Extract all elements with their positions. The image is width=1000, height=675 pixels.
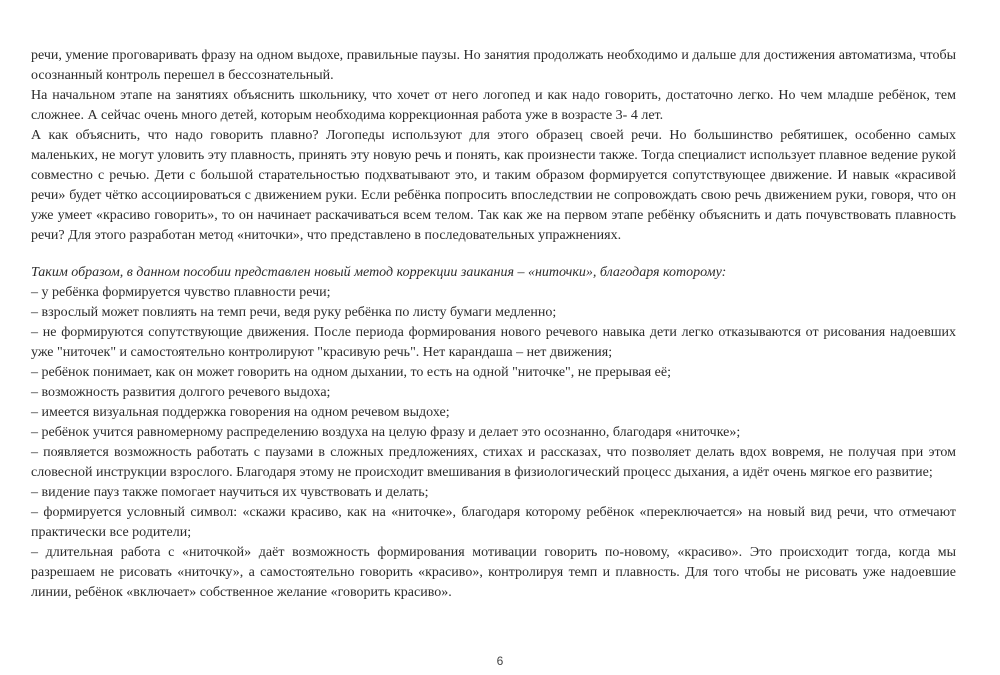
document-page [31,46,956,603]
list-item-2: – взрослый может повлиять на темп речи, ведя руку ребёнка по листу бумаги медленно; [31,305,557,320]
list-item-9: – видение пауз также помогает научиться их чувствовать и делать; [31,485,429,500]
list-item-3: – не формируются сопутствующие движения. После периода формирования нового речевого навыка дети легко отказываются от рисования надоевших уже "ниточек" и самостоятельно контролируют "красивую речь". Нет карандаша – нет движения; [31,325,956,360]
list-item-5: – возможность развития долгого речевого выдоха; [31,385,331,400]
page-number: 6 [496,654,504,668]
list-item-6: – имеется визуальная поддержка говорения на одном речевом выдохе; [31,405,450,420]
list-item-7: – ребёнок учится равномерному распределению воздуха на целую фразу и делает это осознанно, благодаря «ниточке»; [31,425,741,440]
paragraph-3: А как объяснить, что надо говорить плавно? Логопеды используют для этого образец своей речи. Но большинство ребятишек, особенно самых маленьких, не могут уловить эту плавность, принять эту новую речь и понять, как произнести также. Тогда специалист использует плавное ведение рукой совместно с речью. Дети с большой старательностью подхватывают это, и таким образом формируется сопутствующее движение. И навык «красивой речи» будет чётко ассоциироваться с движением руки. Если ребёнка попросить впоследствии не сопровождать свою речь движением руки, говоря, что он уже умеет «красиво говорить», то он начинает раскачиваться всем телом. Так как же на первом этапе ребёнку объяснить и дать почувствовать плавность речи? Для этого разработан метод «ниточки», что представлено в последовательных упражнениях. [31,128,956,243]
list-item-11: – длительная работа с «ниточкой» даёт возможность формирования мотивации говорить по-новому, «красиво». Это происходит тогда, когда мы разрешаем не рисовать «ниточку», а самостоятельно говорить «красиво», контролируя темп и плавность. Для того чтобы не рисовать уже надоевшие линии, ребёнок «включает» собственное желание «говорить красиво». [31,545,956,600]
list-item-10: – формируется условный символ: «скажи красиво, как на «ниточке», благодаря которому ребёнок «переключается» на новый вид речи, что отмечают практически все родители; [31,505,956,540]
paragraph-2: На начальном этапе на занятиях объяснить школьнику, что хочет от него логопед и как надо говорить, достаточно легко. Но чем младше ребёнок, тем сложнее. А сейчас очень много детей, которым необходима коррекционная работа уже в возрасте 3- 4 лет. [31,88,956,123]
paragraph-gap [31,246,956,263]
list-item-4: – ребёнок понимает, как он может говорить на одном дыхании, то есть на одной "ниточке", не прерывая её; [31,365,671,380]
list-intro: Таким образом, в данном пособии представлен новый метод коррекции заикания – «ниточки», благодаря которому: [31,265,727,280]
list-item-8: – появляется возможность работать с паузами в сложных предложениях, стихах и рассказах, что позволяет делать вдох вовремя, не получая при этом словесной инструкции взрослого. Благодаря этому не происходит вмешивания в физиологический процесс дыхания, а идёт очень мягкое его развитие; [31,445,956,480]
list-item-1: – у ребёнка формируется чувство плавности речи; [31,285,331,300]
paragraph-1: речи, умение проговаривать фразу на одном выдохе, правильные паузы. Но занятия продолжать необходимо и дальше для достижения автоматизма, чтобы осознанный контроль перешел в бессознательный. [31,48,956,83]
